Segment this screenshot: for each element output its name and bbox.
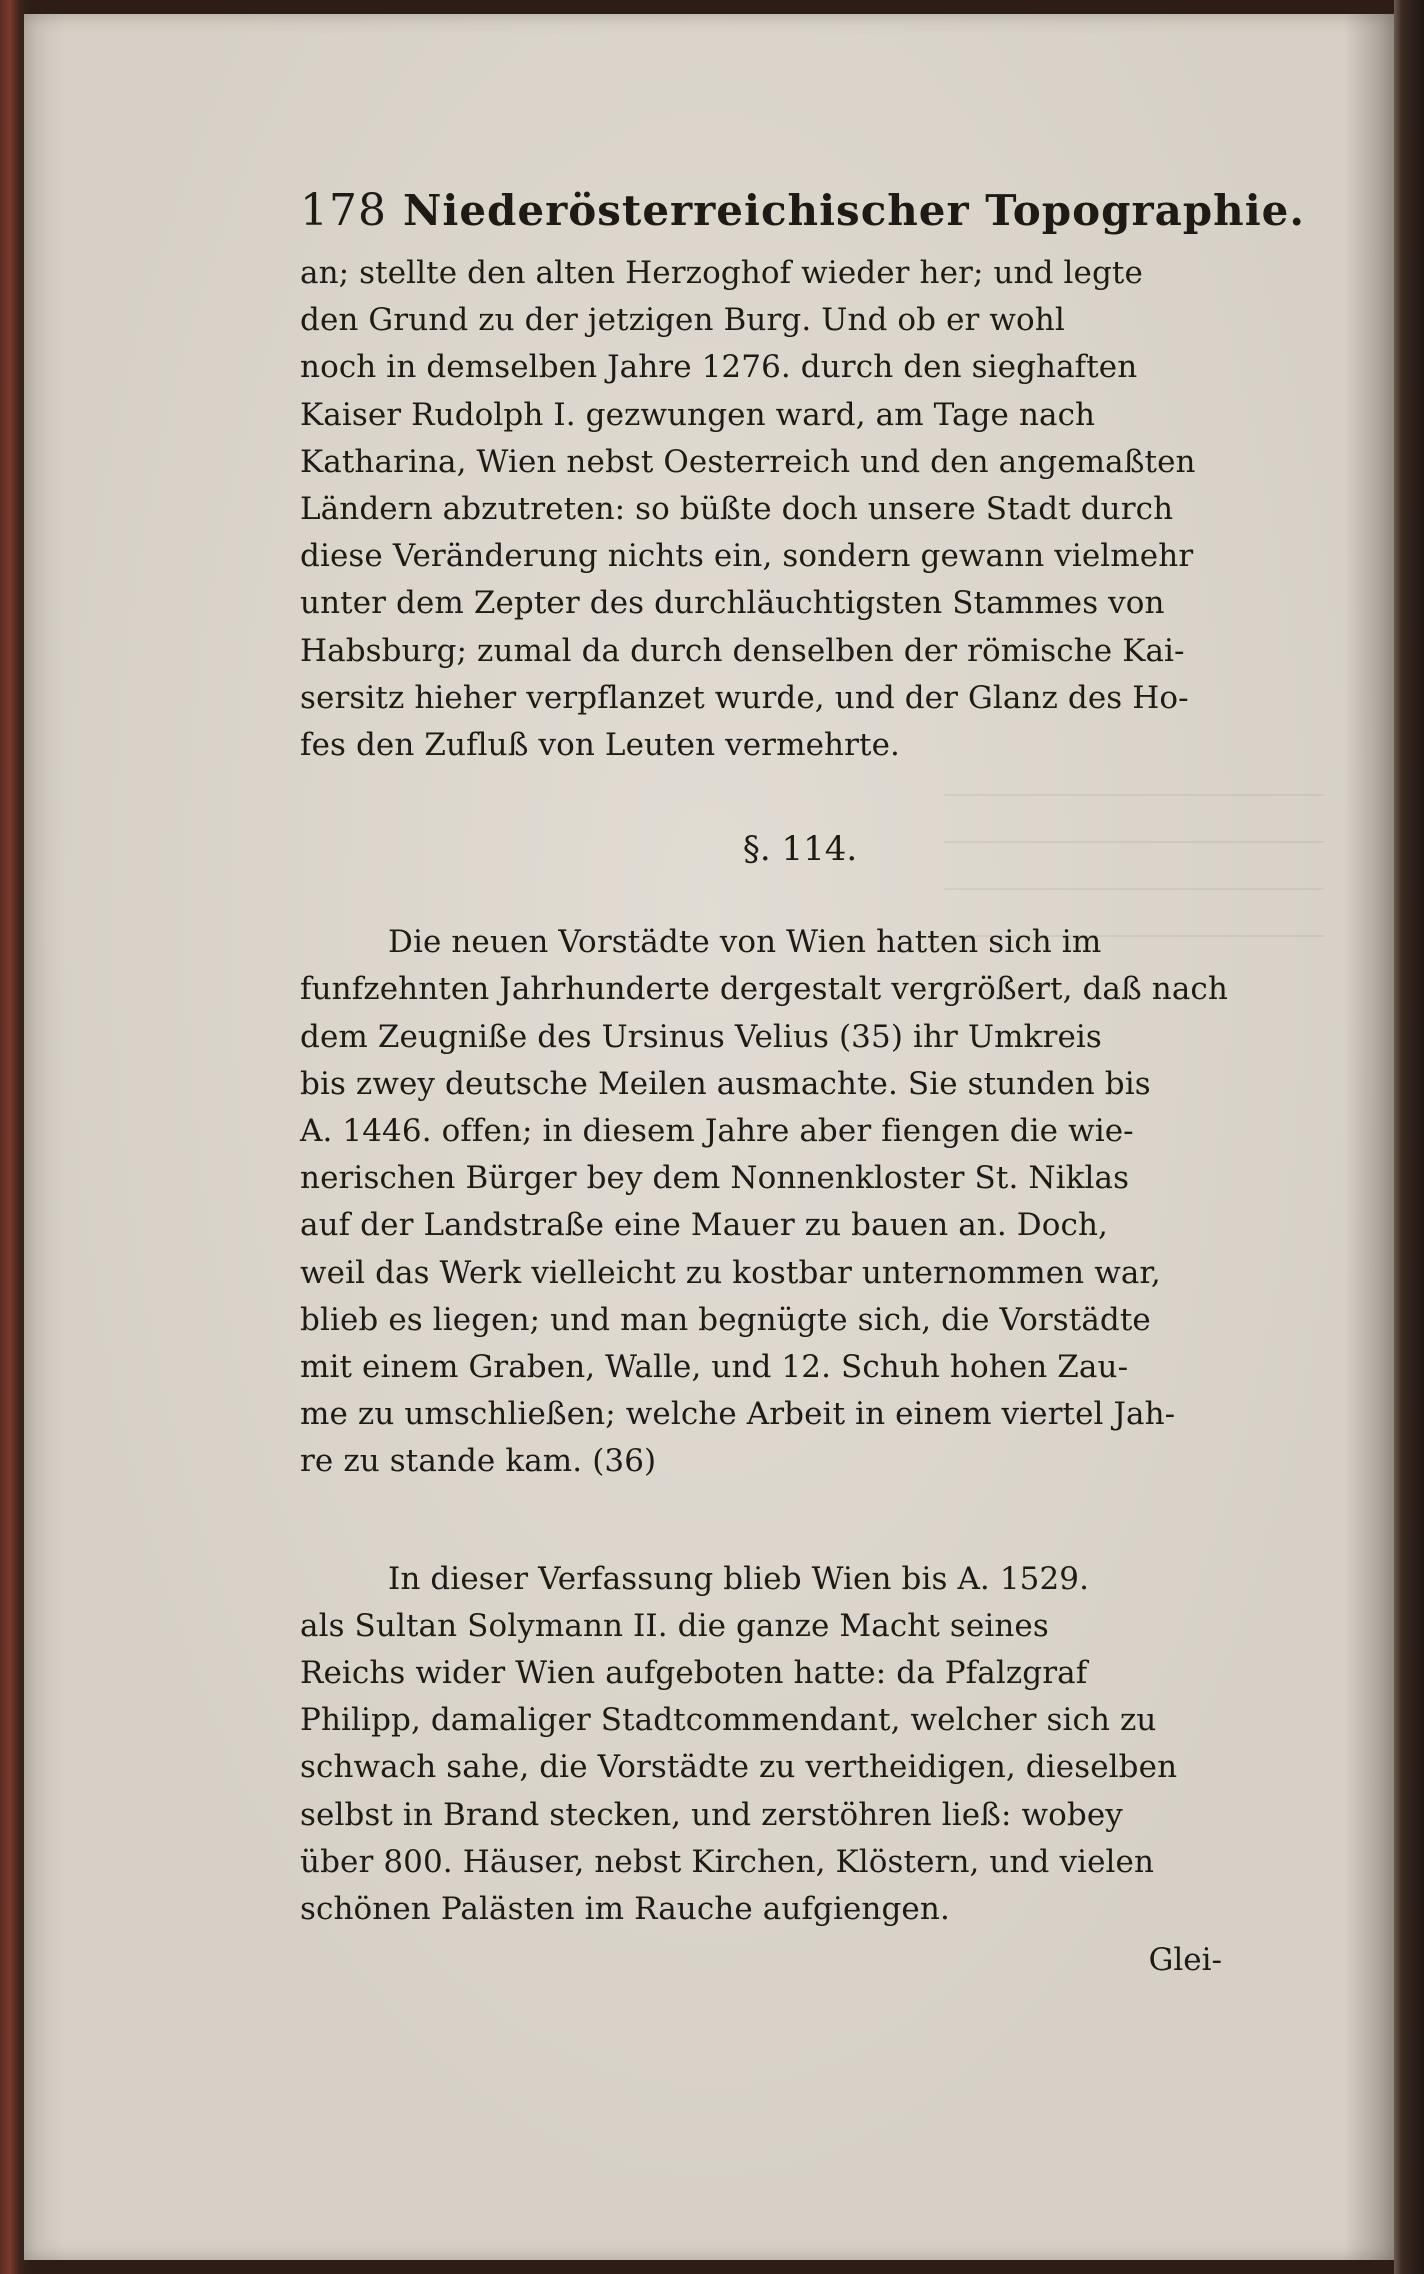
text-line: über 800. Häuser, nebst Kirchen, Klöstern, und vielen	[300, 1843, 1155, 1880]
page-text	[300, 185, 1306, 1984]
text-line: als Sultan Solymann II. die ganze Macht seines	[300, 1607, 1049, 1644]
text-line: Kaiser Rudolph I. gezwungen ward, am Tage nach	[300, 396, 1096, 433]
paragraph-3	[300, 1556, 1240, 1934]
text-line: blieb es liegen; und man begnügte sich, die Vorstädte	[300, 1301, 1151, 1338]
text-line: schönen Palästen im Rauche aufgiengen.	[300, 1891, 950, 1928]
text-line: weil das Werk vielleicht zu kostbar unternommen war,	[300, 1254, 1161, 1291]
text-line: funfzehnten Jahrhunderte dergestalt vergrößert, daß nach	[300, 971, 1228, 1008]
text-line: Die neuen Vorstädte von Wien hatten sich im	[388, 924, 1102, 961]
catchword: Glei-	[1148, 1942, 1222, 1979]
text-line: fes den Zufluß von Leuten vermehrte.	[300, 727, 900, 764]
text-line: unter dem Zepter des durchläuchtigsten Stammes von	[300, 585, 1165, 622]
running-title: Niederösterreichischer Topographie.	[402, 186, 1306, 235]
text-line: A. 1446. offen; in diesem Jahre aber fiengen die wie-	[300, 1113, 1134, 1150]
text-line: Habsburg; zumal da durch denselben der römische Kai-	[300, 632, 1185, 669]
text-line: nerischen Bürger bey dem Nonnenkloster St. Niklas	[300, 1160, 1130, 1197]
text-line: Katharina, Wien nebst Oesterreich und den angemaßten	[300, 443, 1196, 480]
text-line: re zu stande kam. (36)	[300, 1443, 657, 1480]
section-heading: §. 114.	[742, 829, 858, 870]
text-line: dem Zeugniße des Ursinus Velius (35) ihr Umkreis	[300, 1018, 1102, 1055]
text-line: auf der Landstraße eine Mauer zu bauen an. Doch,	[300, 1207, 1108, 1244]
text-line: an; stellte den alten Herzoghof wieder her; und legte	[300, 255, 1143, 291]
text-line: mit einem Graben, Walle, und 12. Schuh hohen Zau-	[300, 1349, 1129, 1386]
text-line: diese Veränderung nichts ein, sondern gewann vielmehr	[300, 538, 1194, 575]
text-line: Reichs wider Wien aufgeboten hatte: da Pfalzgraf	[300, 1655, 1088, 1692]
text-line: me zu umschließen; welche Arbeit in einem viertel Jah-	[300, 1396, 1176, 1433]
text-line: noch in demselben Jahre 1276. durch den sieghaften	[300, 349, 1138, 386]
page-header	[300, 185, 1306, 236]
text-line: Ländern abzutreten: so büßte doch unsere Stadt durch	[300, 491, 1174, 528]
text-line: Philipp, damaliger Stadtcommendant, welcher sich zu	[300, 1702, 1157, 1739]
paragraph-1	[300, 250, 1240, 769]
text-line: schwach sahe, die Vorstädte zu vertheidigen, dieselben	[300, 1749, 1178, 1786]
text-line: sersitz hieher verpflanzet wurde, und der Glanz des Ho-	[300, 679, 1189, 716]
text-line: den Grund zu der jetzigen Burg. Und ob er wohl	[300, 302, 1065, 339]
text-line: selbst in Brand stecken, und zerstöhren ließ: wobey	[300, 1796, 1123, 1833]
page-number: 178	[300, 185, 387, 236]
paragraph-2	[300, 919, 1240, 1485]
text-line: bis zwey deutsche Meilen ausmachte. Sie stunden bis	[300, 1065, 1151, 1102]
text-line: In dieser Verfassung blieb Wien bis A. 1529.	[388, 1560, 1090, 1597]
book-edge	[1394, 0, 1424, 2274]
